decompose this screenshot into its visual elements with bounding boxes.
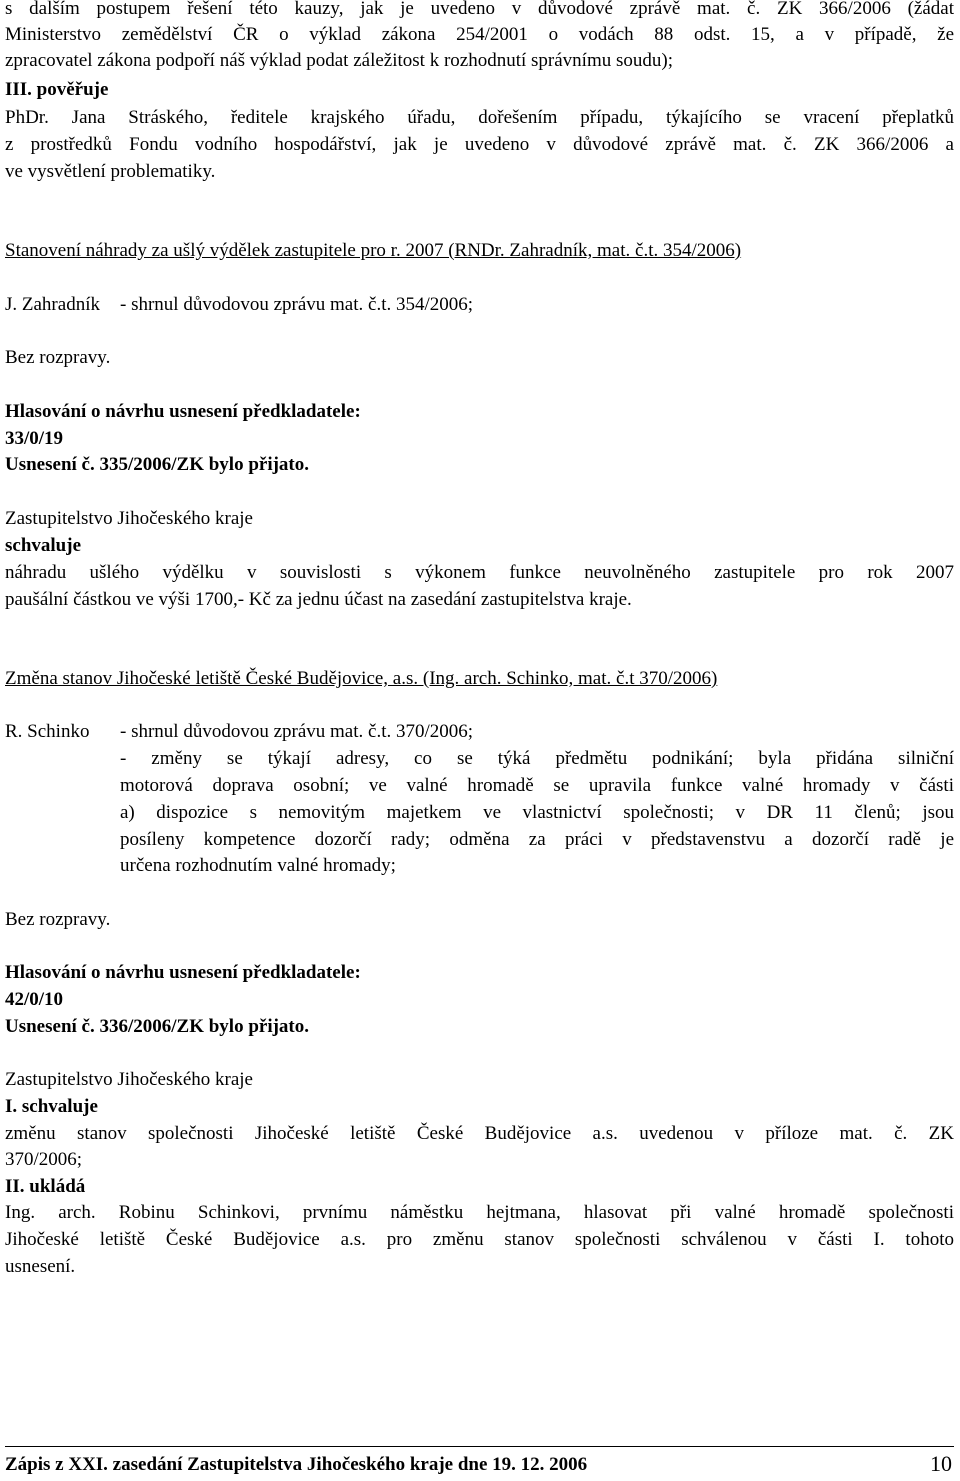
section2-title: Změna stanov Jihočeské letiště České Budějovice, a.s. (Ing. arch. Schinko, mat. č.t 370/2006) [5,668,718,689]
section2-instructs-line-1: Ing. arch. Robinu Schinkovi, prvnímu náměstku hejtmana, hlasovat při valné hromadě společnosti [5,1202,954,1223]
intro-paragraph-line-3: ve vysvětlení problematiky. [5,161,216,182]
section1-speaker-text: - shrnul důvodovou zprávu mat. č.t. 354/2006; [120,294,474,315]
section2-approves-line-1: změnu stanov společnosti Jihočeské letiště České Budějovice a.s. uvedenou v příloze mat. č. ZK [5,1123,954,1144]
section1-speaker: J. Zahradník [5,294,100,315]
section1-resolution: Usnesení č. 335/2006/ZK bylo přijato. [5,454,310,475]
section1-text-line-2: paušální částkou ve výši 1700,- Kč za jednu účast na zasedání zastupitelstva kraje. [5,589,632,610]
footer-rule [5,1446,954,1447]
section2-instructs-line-2: Jihočeské letiště České Budějovice a.s. pro změnu stanov společnosti schválenou v části I. tohoto [5,1229,954,1250]
section1-text-line-1: náhradu ušlého výdělku v souvislosti s výkonem funkce neuvolněného zastupitele pro rok 2007 [5,562,954,583]
section2-vote-heading: Hlasování o návrhu usnesení předkladatele: [5,962,361,983]
section2-detail-line-4: posíleny kompetence dozorčí rady; odměna za práci v představenstvu a dozorčí radě je [120,829,954,850]
section2-instructs-line-3: usnesení. [5,1256,76,1277]
section1-title: Stanovení náhrady za ušlý výdělek zastupitele pro r. 2007 (RNDr. Zahradník, mat. č.t. 354/2006) [5,240,742,261]
section2-vote-result: 42/0/10 [5,989,64,1010]
section2-detail-line-2: motorová doprava osobní; ve valné hromadě se upravila funkce valné hromady v části [120,775,954,796]
section1-approves: schvaluje [5,535,81,556]
section1-council: Zastupitelstvo Jihočeského kraje [5,508,253,529]
section2-council: Zastupitelstvo Jihočeského kraje [5,1069,253,1090]
intro-line-2: Ministerstvo zemědělství ČR o výklad zákona 254/2001 o vodách 88 odst. 15, a v případě, že [5,24,954,45]
section2-approves-line-2: 370/2006; [5,1149,83,1170]
section1-vote-result: 33/0/19 [5,428,64,449]
section2-no-debate: Bez rozpravy. [5,909,111,930]
intro-line-3: zpracovatel zákona podpoří náš výklad podat záležitost k rozhodnutí správnímu soudu); [5,50,673,71]
section2-instructs: II. ukládá [5,1176,86,1197]
intro-heading: III. pověřuje [5,79,109,100]
intro-paragraph-line-1: PhDr. Jana Stráského, ředitele krajského úřadu, dořešením případu, týkajícího se vracení přeplatků [5,107,954,128]
section2-detail-line-1: - změny se týkají adresy, co se týká předmětu podnikání; byla přidána silniční [120,748,954,769]
intro-line-1: s dalším postupem řešení této kauzy, jak je uvedeno v důvodové zprávě mat. č. ZK 366/2006 (žádat [5,0,954,19]
section2-speaker-text: - shrnul důvodovou zprávu mat. č.t. 370/2006; [120,721,474,742]
section2-detail-line-3: a) dispozice s nemovitým majetkem ve vlastnictví společnosti; v DR 11 členů; jsou [120,802,954,823]
section2-speaker: R. Schinko [5,721,90,742]
section1-vote-heading: Hlasování o návrhu usnesení předkladatele: [5,401,361,422]
page-number: 10 [930,1451,952,1476]
section2-detail-line-5: určena rozhodnutím valné hromady; [120,855,396,876]
section2-approves: I. schvaluje [5,1096,98,1117]
footer-text: Zápis z XXI. zasedání Zastupitelstva Jihočeského kraje dne 19. 12. 2006 [5,1454,588,1475]
section2-resolution: Usnesení č. 336/2006/ZK bylo přijato. [5,1016,310,1037]
intro-paragraph-line-2: z prostředků Fondu vodního hospodářství, jak je uvedeno v důvodové zprávě mat. č. ZK 366/2006 a [5,134,954,155]
section1-no-debate: Bez rozpravy. [5,347,111,368]
